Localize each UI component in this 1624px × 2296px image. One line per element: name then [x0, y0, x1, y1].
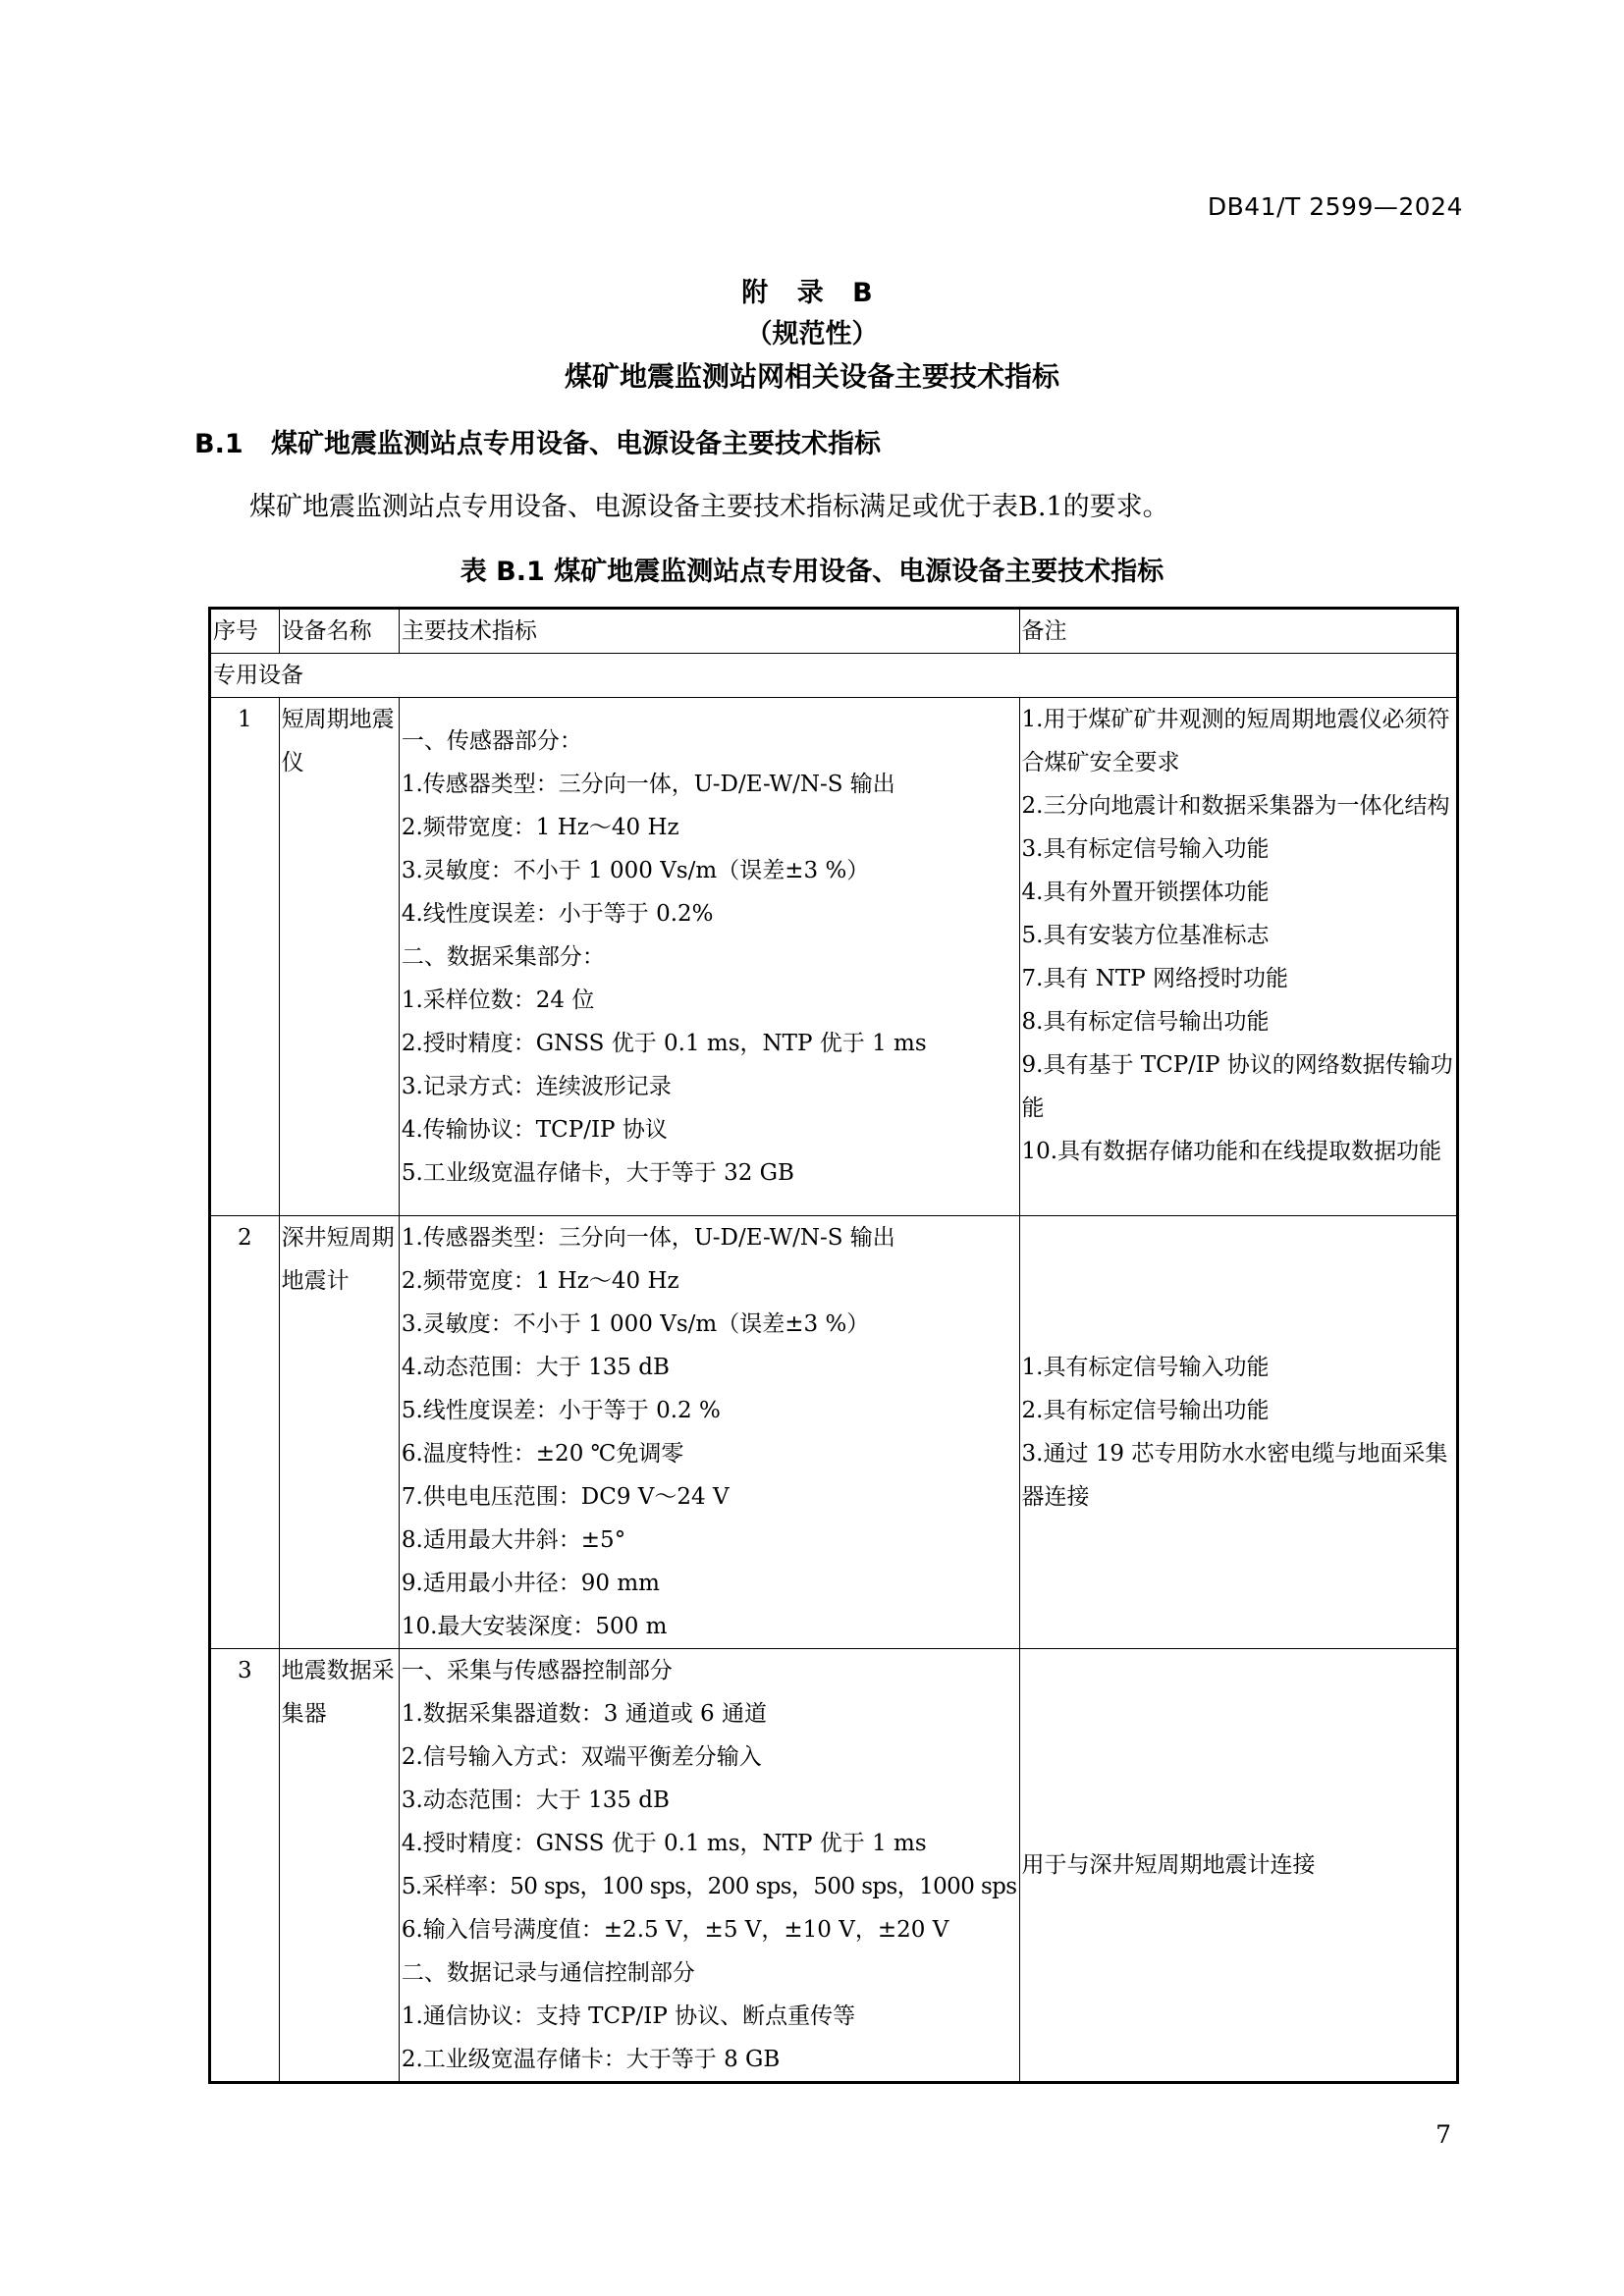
spec-line: 2.工业级宽温存储卡：大于等于 8 GB: [401, 2047, 781, 2072]
note-line: 1.具有标定信号输入功能: [1021, 1355, 1270, 1380]
row-number: 2: [210, 1216, 280, 1649]
appendix-name: 煤矿地震监测站网相关设备主要技术指标: [564, 360, 1059, 393]
row-number: 3: [210, 1649, 280, 2083]
spec-line: 3.记录方式：连续波形记录: [401, 1074, 672, 1099]
spec-line: 10.最大安装深度：500 m: [401, 1614, 668, 1639]
spec-line: 1.传感器类型：三分向一体，U-D/E-W/N-S 输出: [401, 772, 895, 797]
device-name: 短周期地震仪: [279, 698, 399, 1216]
spec-line: 二、数据记录与通信控制部分: [401, 1960, 695, 1986]
note-line: 2.三分向地震计和数据采集器为一体化结构: [1021, 793, 1450, 819]
section-title: 煤矿地震监测站点专用设备、电源设备主要技术指标: [271, 429, 881, 459]
spec-line: 2.频带宽度：1 Hz～40 Hz: [401, 1268, 679, 1294]
note-line: 9.具有基于 TCP/IP 协议的网络数据传输功能: [1021, 1052, 1453, 1121]
spec-table: [208, 607, 1459, 2084]
spec-line: 4.传输协议：TCP/IP 协议: [401, 1117, 668, 1143]
device-name: 深井短周期地震计: [279, 1216, 399, 1649]
spec-cell: [399, 1216, 1019, 1649]
spec-line: 5.采样率：50 sps，100 sps，200 sps，500 sps，1000 sps: [401, 1874, 1017, 1899]
spec-line: 5.工业级宽温存储卡，大于等于 32 GB: [401, 1160, 794, 1186]
category-label: 专用设备: [210, 654, 1458, 698]
appendix-nature: （规范性）: [745, 319, 879, 349]
spec-line: 1.数据采集器道数：3 通道或 6 通道: [401, 1701, 767, 1727]
spec-line: 9.适用最小井径：90 mm: [401, 1571, 660, 1596]
section-number: B.1: [194, 429, 244, 459]
note-cell: [1019, 1216, 1458, 1649]
note-line: 2.具有标定信号输出功能: [1021, 1398, 1270, 1423]
spec-line: 3.灵敏度：不小于 1 000 Vs/m（误差±3 %）: [401, 858, 870, 883]
header-no: 序号: [210, 609, 280, 654]
note-cell: [1019, 698, 1458, 1216]
section-paragraph: 煤矿地震监测站点专用设备、电源设备主要技术指标满足或优于表B.1的要求。: [249, 492, 1169, 522]
header-name: 设备名称: [279, 609, 399, 654]
spec-line: 二、数据采集部分：: [401, 944, 605, 970]
spec-line: 1.采样位数：24 位: [401, 988, 595, 1013]
spec-line: 一、采集与传感器控制部分: [401, 1658, 673, 1683]
note-line: 5.具有安装方位基准标志: [1021, 923, 1270, 948]
spec-line: 2.频带宽度：1 Hz～40 Hz: [401, 815, 679, 840]
table-row: [210, 1216, 1458, 1649]
appendix-title: 附 录 B: [741, 278, 883, 308]
spec-line: 5.线性度误差：小于等于 0.2 %: [401, 1398, 721, 1423]
spec-line: 2.信号输入方式：双端平衡差分输入: [401, 1744, 762, 1770]
standard-code: DB41/T 2599—2024: [1207, 192, 1463, 221]
spec-line: 4.线性度误差：小于等于 0.2%: [401, 901, 714, 927]
spec-line: 6.输入信号满度值：±2.5 V，±5 V，±10 V，±20 V: [401, 1917, 949, 1943]
note-line: 8.具有标定信号输出功能: [1021, 1009, 1270, 1035]
spec-line: 8.适用最大井斜：±5°: [401, 1527, 626, 1553]
note-line: 1.用于煤矿矿井观测的短周期地震仪必须符合煤矿安全要求: [1021, 707, 1450, 775]
note-cell: [1019, 1649, 1458, 2083]
page-number: 7: [1435, 2120, 1451, 2149]
spec-cell: [399, 698, 1019, 1216]
note-line: 10.具有数据存储功能和在线提取数据功能: [1021, 1139, 1442, 1164]
spec-line: 1.通信协议：支持 TCP/IP 协议、断点重传等: [401, 2003, 856, 2029]
table-row: [210, 698, 1458, 1216]
device-name: 地震数据采集器: [279, 1649, 399, 2083]
spec-cell: [399, 1649, 1019, 2083]
spec-line: 1.传感器类型：三分向一体，U-D/E-W/N-S 输出: [401, 1225, 895, 1251]
header-spec: 主要技术指标: [399, 609, 1019, 654]
spec-line: 3.动态范围：大于 135 dB: [401, 1788, 670, 1813]
header-note: 备注: [1019, 609, 1458, 654]
note-line: 7.具有 NTP 网络授时功能: [1021, 966, 1289, 991]
spec-line: 6.温度特性：±20 ℃免调零: [401, 1441, 684, 1467]
spec-line: 一、传感器部分：: [401, 728, 582, 754]
table-header-row: [210, 609, 1458, 654]
table-caption: 表 B.1 煤矿地震监测站点专用设备、电源设备主要技术指标: [460, 557, 1164, 587]
section-heading: [194, 422, 881, 460]
note-line: 3.具有标定信号输入功能: [1021, 836, 1270, 862]
note-line: 3.通过 19 芯专用防水水密电缆与地面采集器连接: [1021, 1441, 1448, 1510]
note-line: 用于与深井短周期地震计连接: [1021, 1852, 1316, 1878]
spec-line: 3.灵敏度：不小于 1 000 Vs/m（误差±3 %）: [401, 1311, 870, 1337]
category-row: [210, 654, 1458, 698]
note-line: 4.具有外置开锁摆体功能: [1021, 880, 1270, 905]
spec-line: 4.动态范围：大于 135 dB: [401, 1355, 670, 1380]
spec-line: 7.供电电压范围：DC9 V～24 V: [401, 1484, 730, 1510]
spec-line: 2.授时精度：GNSS 优于 0.1 ms，NTP 优于 1 ms: [401, 1031, 927, 1056]
row-number: 1: [210, 698, 280, 1216]
spec-line: 4.授时精度：GNSS 优于 0.1 ms，NTP 优于 1 ms: [401, 1831, 927, 1856]
table-row: [210, 1649, 1458, 2083]
